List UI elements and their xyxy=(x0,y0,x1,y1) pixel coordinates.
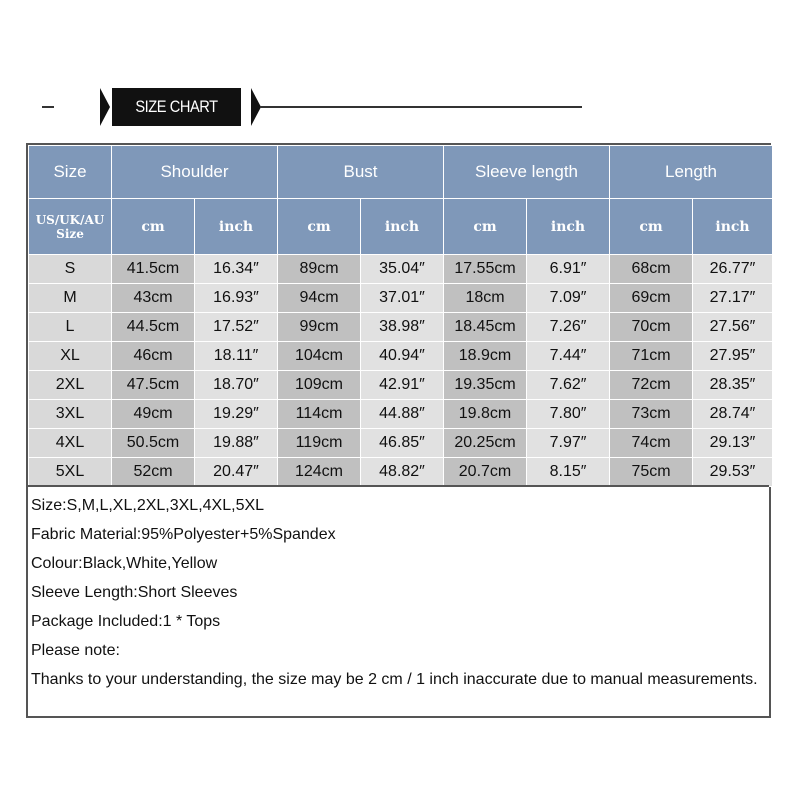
sleeve-inch-cell: 7.80″ xyxy=(527,400,610,429)
length-inch-cell: 27.95″ xyxy=(693,342,773,371)
size-table xyxy=(28,145,773,487)
table-row xyxy=(29,429,773,458)
length-cm-cell: 69cm xyxy=(610,284,693,313)
us-uk-au-label: US/UK/AU xyxy=(35,212,105,227)
table-row xyxy=(29,371,773,400)
header-us-size xyxy=(29,199,112,255)
sleeve-cm-cell: 18cm xyxy=(444,284,527,313)
banner-notch-left xyxy=(100,88,110,126)
table-row xyxy=(29,458,773,487)
shoulder-inch-cell: 20.47″ xyxy=(195,458,278,487)
sleeve-inch-cell: 7.44″ xyxy=(527,342,610,371)
bust-cm-cell: 119cm xyxy=(278,429,361,458)
title-rule xyxy=(260,106,582,108)
size-chart-frame xyxy=(26,143,771,718)
header-length: Length xyxy=(610,146,773,199)
size-cell: M xyxy=(29,284,112,313)
unit-inch: inch xyxy=(527,199,610,255)
header-shoulder: Shoulder xyxy=(112,146,278,199)
header-bust: Bust xyxy=(278,146,444,199)
shoulder-inch-cell: 18.70″ xyxy=(195,371,278,400)
bust-cm-cell: 89cm xyxy=(278,255,361,284)
length-inch-cell: 28.74″ xyxy=(693,400,773,429)
header-sleeve-length: Sleeve length xyxy=(444,146,610,199)
shoulder-cm-cell: 52cm xyxy=(112,458,195,487)
title-dash xyxy=(42,106,54,108)
size-cell: 5XL xyxy=(29,458,112,487)
bust-cm-cell: 104cm xyxy=(278,342,361,371)
sleeve-cm-cell: 20.7cm xyxy=(444,458,527,487)
sleeve-cm-cell: 19.35cm xyxy=(444,371,527,400)
bust-inch-cell: 37.01″ xyxy=(361,284,444,313)
length-inch-cell: 28.35″ xyxy=(693,371,773,400)
bust-cm-cell: 99cm xyxy=(278,313,361,342)
size-cell: 2XL xyxy=(29,371,112,400)
sleeve-cm-cell: 18.9cm xyxy=(444,342,527,371)
note-sizes: Size:S,M,L,XL,2XL,3XL,4XL,5XL xyxy=(31,497,265,514)
length-cm-cell: 72cm xyxy=(610,371,693,400)
bust-inch-cell: 44.88″ xyxy=(361,400,444,429)
length-inch-cell: 27.17″ xyxy=(693,284,773,313)
sleeve-cm-cell: 19.8cm xyxy=(444,400,527,429)
product-notes xyxy=(28,485,769,716)
sleeve-inch-cell: 8.15″ xyxy=(527,458,610,487)
note-accuracy: Thanks to your understanding, the size may be 2 cm / 1 inch inaccurate due to manual measurements. xyxy=(31,671,758,688)
unit-cm: cm xyxy=(610,199,693,255)
bust-inch-cell: 48.82″ xyxy=(361,458,444,487)
shoulder-cm-cell: 47.5cm xyxy=(112,371,195,400)
bust-cm-cell: 124cm xyxy=(278,458,361,487)
size-cell: 3XL xyxy=(29,400,112,429)
us-size-label: Size xyxy=(56,226,84,241)
sleeve-inch-cell: 7.09″ xyxy=(527,284,610,313)
table-row xyxy=(29,400,773,429)
unit-inch: inch xyxy=(195,199,278,255)
bust-cm-cell: 109cm xyxy=(278,371,361,400)
size-cell: L xyxy=(29,313,112,342)
shoulder-cm-cell: 41.5cm xyxy=(112,255,195,284)
shoulder-cm-cell: 49cm xyxy=(112,400,195,429)
length-inch-cell: 29.13″ xyxy=(693,429,773,458)
sleeve-inch-cell: 7.26″ xyxy=(527,313,610,342)
length-cm-cell: 74cm xyxy=(610,429,693,458)
table-row xyxy=(29,284,773,313)
size-chart-title: SIZE CHART xyxy=(112,88,241,126)
bust-inch-cell: 38.98″ xyxy=(361,313,444,342)
shoulder-inch-cell: 19.88″ xyxy=(195,429,278,458)
table-row xyxy=(29,255,773,284)
bust-cm-cell: 94cm xyxy=(278,284,361,313)
shoulder-inch-cell: 16.34″ xyxy=(195,255,278,284)
note-sleeve: Sleeve Length:Short Sleeves xyxy=(31,584,238,601)
bust-cm-cell: 114cm xyxy=(278,400,361,429)
table-row xyxy=(29,342,773,371)
subheader-row xyxy=(29,199,773,255)
note-please-note: Please note: xyxy=(31,642,120,659)
unit-cm: cm xyxy=(278,199,361,255)
bust-inch-cell: 40.94″ xyxy=(361,342,444,371)
length-cm-cell: 71cm xyxy=(610,342,693,371)
shoulder-cm-cell: 50.5cm xyxy=(112,429,195,458)
bust-inch-cell: 42.91″ xyxy=(361,371,444,400)
length-cm-cell: 73cm xyxy=(610,400,693,429)
shoulder-inch-cell: 17.52″ xyxy=(195,313,278,342)
size-cell: 4XL xyxy=(29,429,112,458)
size-cell: XL xyxy=(29,342,112,371)
note-package: Package Included:1 * Tops xyxy=(31,613,221,630)
bust-inch-cell: 46.85″ xyxy=(361,429,444,458)
sleeve-cm-cell: 18.45cm xyxy=(444,313,527,342)
shoulder-cm-cell: 46cm xyxy=(112,342,195,371)
length-cm-cell: 75cm xyxy=(610,458,693,487)
length-cm-cell: 70cm xyxy=(610,313,693,342)
sleeve-inch-cell: 6.91″ xyxy=(527,255,610,284)
unit-cm: cm xyxy=(444,199,527,255)
sleeve-cm-cell: 17.55cm xyxy=(444,255,527,284)
sleeve-inch-cell: 7.62″ xyxy=(527,371,610,400)
length-cm-cell: 68cm xyxy=(610,255,693,284)
sleeve-cm-cell: 20.25cm xyxy=(444,429,527,458)
table-row xyxy=(29,313,773,342)
header-size: Size xyxy=(29,146,112,199)
shoulder-inch-cell: 18.11″ xyxy=(195,342,278,371)
note-fabric: Fabric Material:95%Polyester+5%Spandex xyxy=(31,526,336,543)
size-cell: S xyxy=(29,255,112,284)
length-inch-cell: 26.77″ xyxy=(693,255,773,284)
unit-inch: inch xyxy=(693,199,773,255)
unit-inch: inch xyxy=(361,199,444,255)
note-colour: Colour:Black,White,Yellow xyxy=(31,555,218,572)
unit-cm: cm xyxy=(112,199,195,255)
sleeve-inch-cell: 7.97″ xyxy=(527,429,610,458)
shoulder-cm-cell: 43cm xyxy=(112,284,195,313)
length-inch-cell: 27.56″ xyxy=(693,313,773,342)
bust-inch-cell: 35.04″ xyxy=(361,255,444,284)
shoulder-inch-cell: 19.29″ xyxy=(195,400,278,429)
shoulder-cm-cell: 44.5cm xyxy=(112,313,195,342)
header-row xyxy=(29,146,773,199)
title-banner xyxy=(38,88,598,128)
shoulder-inch-cell: 16.93″ xyxy=(195,284,278,313)
length-inch-cell: 29.53″ xyxy=(693,458,773,487)
